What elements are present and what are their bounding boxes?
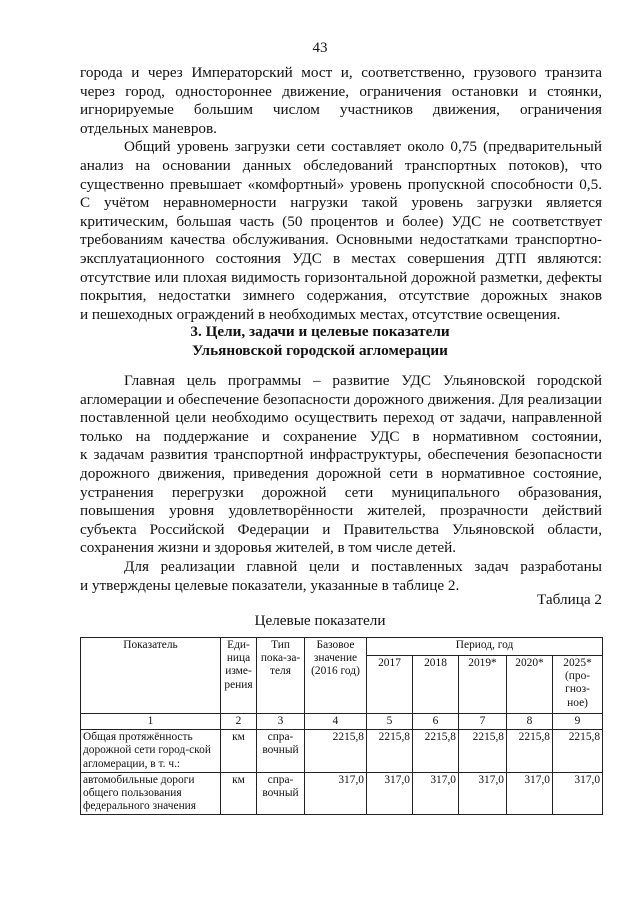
paragraph-line: игнорируемые большим числом участников движения, ограничения xyxy=(80,101,602,119)
paragraph-line: субъекта Российской Федерации и Правительства Ульяновской области, xyxy=(80,520,602,538)
paragraph-line: и пешеходных ограждений в необходимых местах, отсутствие освещения. xyxy=(80,305,561,323)
row-value: 317,0 xyxy=(459,772,507,815)
paragraph-line: агломерации и обеспечение безопасности дорожного движения. Для реализации xyxy=(80,390,602,408)
column-number: 5 xyxy=(367,714,413,730)
paragraph-line: критическим, большая часть (50 процентов и более) УДС не соответствует xyxy=(80,212,602,230)
page-number: 43 xyxy=(312,40,328,56)
row-value: 2215,8 xyxy=(507,730,553,773)
paragraph-line: требованиям качества обслуживания. Основными недостатками транспортно- xyxy=(80,231,602,249)
column-number: 4 xyxy=(305,714,367,730)
row-value: 2215,8 xyxy=(553,730,603,773)
row-value: 2215,8 xyxy=(413,730,459,773)
paragraph-line: только на поддержание и сохранение УДС в нормативном состоянии, xyxy=(80,427,602,445)
row-unit: км xyxy=(221,730,257,773)
paragraph-line: Общий уровень загрузки сети составляет около 0,75 (предварительный xyxy=(124,138,602,156)
table-row xyxy=(81,730,603,773)
column-number: 2 xyxy=(221,714,257,730)
table-row xyxy=(81,772,603,815)
paragraph-line: сохранения жизни и здоровья жителей, в том числе детей. xyxy=(80,539,457,557)
column-number: 8 xyxy=(507,714,553,730)
row-value: 2215,8 xyxy=(367,730,413,773)
paragraph-line: и утверждены целевые показатели, указанные в таблице 2. xyxy=(80,576,460,594)
row-value: 317,0 xyxy=(507,772,553,815)
row-indicator: Общая протяжённость дорожной сети город-ской агломерации, в т. ч.: xyxy=(81,730,221,773)
section-heading-line-1: 3. Цели, задачи и целевые показатели xyxy=(190,323,450,340)
column-number: 1 xyxy=(81,714,221,730)
section-heading-line-2: Ульяновской городской агломерации xyxy=(192,342,448,359)
column-number: 3 xyxy=(257,714,305,730)
row-type: спра-вочный xyxy=(257,772,305,815)
header-period: Период, год xyxy=(367,638,603,656)
row-unit: км xyxy=(221,772,257,815)
paragraph-line: дорожного движения, приведения дорожной сети в нормативное состояние, xyxy=(80,465,602,482)
row-value: 317,0 xyxy=(553,772,603,815)
header-indicator: Показатель xyxy=(81,638,221,714)
header-unit: Еди-ница изме-рения xyxy=(221,638,257,714)
header-year: 2017 xyxy=(367,656,413,714)
paragraph-line: покрытия, недостатки зимнего содержания, отсутствие дорожных знаков xyxy=(80,287,602,305)
header-type: Тип пока-за-теля xyxy=(257,638,305,714)
column-number: 7 xyxy=(459,714,507,730)
row-type: спра-вочный xyxy=(257,730,305,773)
paragraph-line: отдельных маневров. xyxy=(80,119,217,137)
column-number: 9 xyxy=(553,714,603,730)
paragraph-line: эксплуатационного состояния УДС в местах совершения ДТП являются: xyxy=(80,250,602,267)
row-value: 317,0 xyxy=(413,772,459,815)
table-caption: Таблица 2 xyxy=(537,591,602,608)
row-base: 317,0 xyxy=(305,772,367,815)
column-number: 6 xyxy=(413,714,459,730)
header-year: 2020* xyxy=(507,656,553,714)
paragraph-line: повышения уровня удовлетворённости жителей, прозрачности действий xyxy=(80,502,602,520)
row-value: 2215,8 xyxy=(459,730,507,773)
row-value: 317,0 xyxy=(367,772,413,815)
target-indicators-table xyxy=(80,637,603,815)
header-year: 2018 xyxy=(413,656,459,714)
column-number-row xyxy=(81,714,603,730)
paragraph-line: Для реализации главной цели и поставленных задач разработаны xyxy=(124,558,602,575)
row-base: 2215,8 xyxy=(305,730,367,773)
paragraph-line: устранения перегрузки дорожной сети муниципального образования, xyxy=(80,483,602,501)
header-year: 2019* xyxy=(459,656,507,714)
paragraph-line: через город, одностороннее движение, ограничения остановки и стоянки, xyxy=(80,82,602,100)
paragraph-line: к задачам развития транспортной инфраструктуры, обеспечения безопасности xyxy=(80,446,602,464)
header-year: 2025* (про-гноз-ное) xyxy=(553,656,603,714)
paragraph-line: С учётом неравномерности нагрузки такой уровень загрузки является xyxy=(80,194,602,212)
paragraph-line: отсутствие или плохая видимость горизонтальной дорожной разметки, дефекты xyxy=(80,268,602,286)
row-indicator: автомобильные дороги общего пользования федерального значения xyxy=(81,772,221,815)
paragraph-line: поставленной цели необходимо осуществить переход от задачи, направленной xyxy=(80,409,602,427)
paragraph-line: города и через Императорский мост и, соответственно, грузового транзита xyxy=(80,64,602,81)
paragraph-line: существенно превышает «комфортный» уровень пропускной способности 0,5. xyxy=(80,175,602,193)
paragraph-line: анализ на основании данных обследований транспортных потоков), что xyxy=(80,157,602,174)
paragraph-line: Главная цель программы – развитие УДС Ульяновской городской xyxy=(124,372,602,389)
header-base: Базовое значение (2016 год) xyxy=(305,638,367,714)
table-title: Целевые показатели xyxy=(254,612,386,629)
